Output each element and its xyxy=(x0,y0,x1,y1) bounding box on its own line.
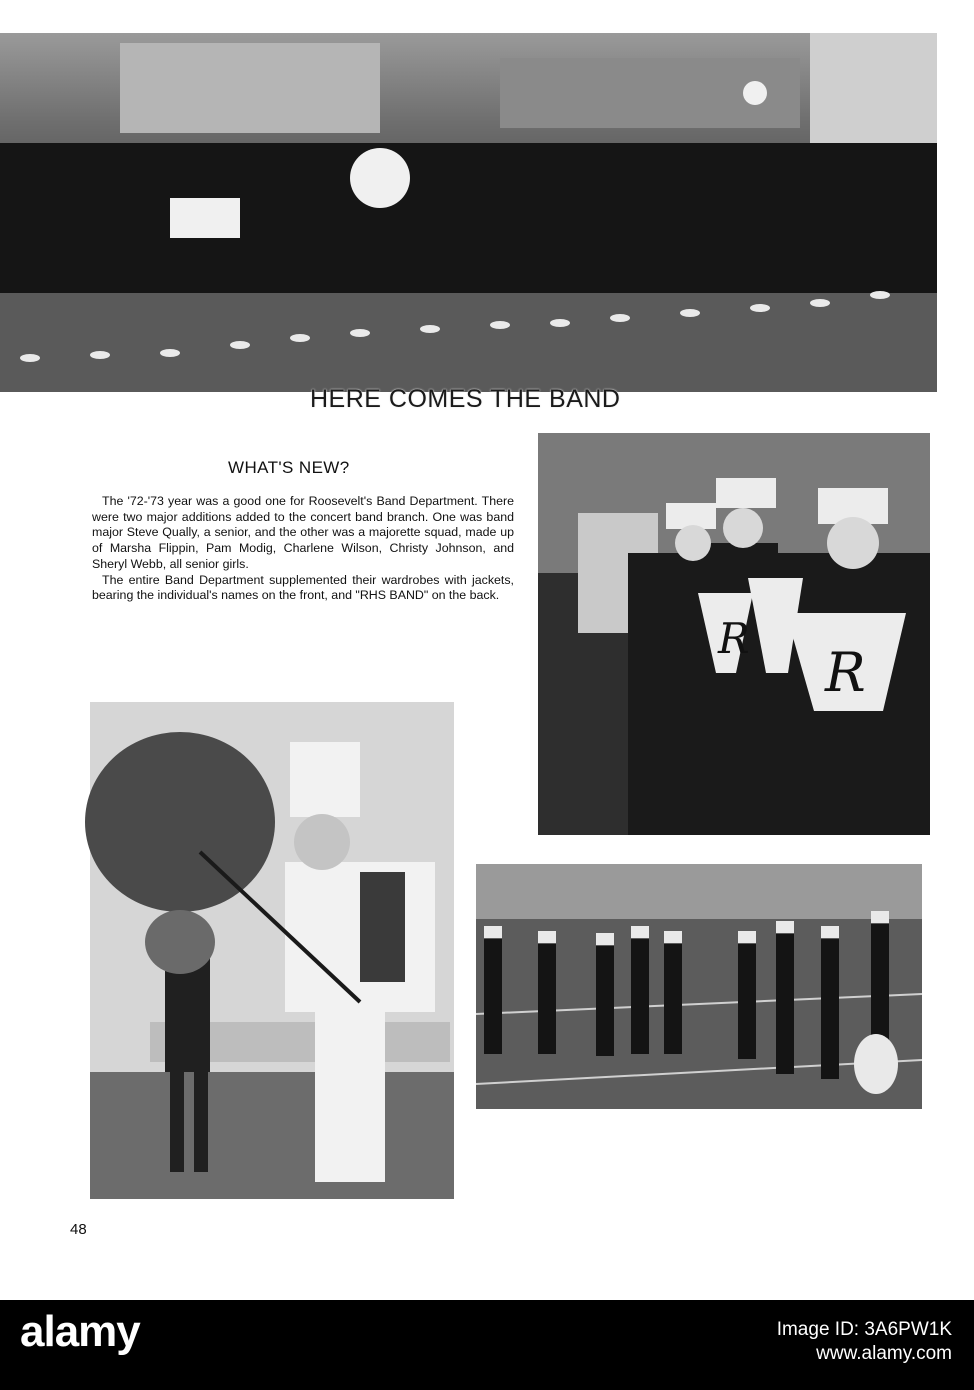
image-id: Image ID: 3A6PW1K xyxy=(776,1319,952,1340)
band-formation-photo xyxy=(476,864,922,1109)
photo-caption: HERE COMES THE BAND xyxy=(310,385,621,413)
article-body xyxy=(92,494,514,604)
band-members-photo xyxy=(538,433,930,835)
marching-band-photo xyxy=(0,33,937,413)
article-heading: WHAT'S NEW? xyxy=(228,458,350,477)
brand-logo: alamy xyxy=(20,1307,140,1356)
drum-major-photo xyxy=(90,702,454,1199)
article-paragraph: The '72-'73 year was a good one for Roosevelt's Band Department. There were two major additions added to the concert band branch. One was band major Steve Qually, a senior, and the other was a majorette squad, made up of Marsha Flippin, Pam Modig, Charlene Wilson, Christy Johnson, and Sheryl Webb, all senior girls. xyxy=(92,494,514,571)
page-number: 48 xyxy=(70,1221,87,1238)
site-url: www.alamy.com xyxy=(816,1343,952,1364)
svg-text:R: R xyxy=(718,614,750,663)
article-paragraph: The entire Band Department supplemented their wardrobes with jackets, bearing the individual's names on the front, and "RHS BAND" on the back. xyxy=(92,572,514,603)
svg-text:R: R xyxy=(825,641,866,704)
